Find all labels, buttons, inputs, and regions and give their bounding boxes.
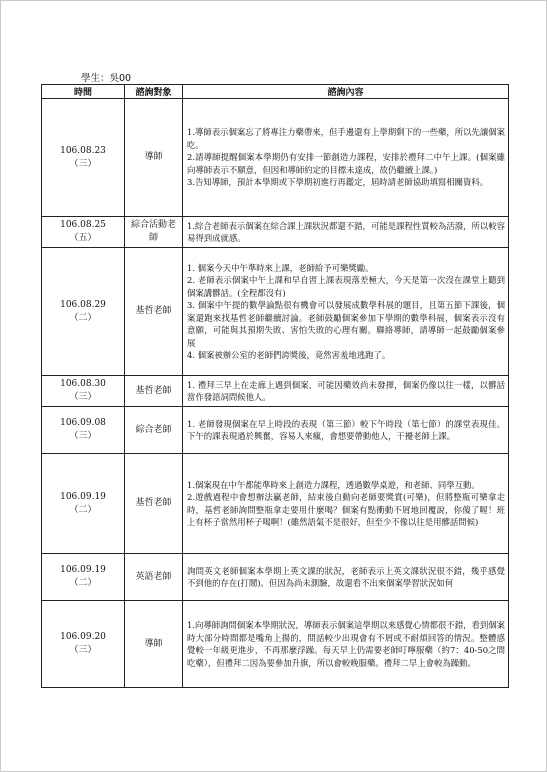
content-item: 1.綜合老師表示個案在綜合課上課狀況都還不錯，可能是課程性質較為活潑，所以較容易得到成就感。 xyxy=(187,220,505,243)
table-row xyxy=(42,217,509,248)
content-item: 1. 個案今天中午準時來上課，老師給予可樂獎勵。 xyxy=(187,262,374,273)
header-target: 諮詢對象 xyxy=(125,85,183,99)
date-text: 106.09.20 xyxy=(60,632,106,642)
table-header-row xyxy=(42,85,509,99)
weekday-text: （二） xyxy=(69,312,97,323)
table-row xyxy=(42,248,509,376)
date-cell xyxy=(42,99,125,217)
table-row xyxy=(42,99,509,217)
content-item: 1. 禮拜三早上在走廊上遇到個案，可能因藥效尚未發揮，個案仍像以往一樣，以髒話當作發語詞問候他人。 xyxy=(187,379,505,402)
target-cell: 導師 xyxy=(125,601,183,688)
date-cell xyxy=(42,376,125,407)
content-item: 1.向導師詢問個案本學期狀況，導師表示個案這學期以來感覺心情都很不錯，看到個案時大部分時間都是嘴角上揚的，問話較少出現會有不屑或不耐煩回答的情況。整體感覺較一年級更進步，不再那麼浮躁。每天早上仍需要老師叮嚀服藥（約7：40-50之間吃藥），但禮拜二因為要參加升旗，所以會較晚服藥。禮拜二早上會較為躁動。 xyxy=(187,620,505,668)
target-cell: 綜合老師 xyxy=(125,407,183,454)
weekday-text: （二） xyxy=(69,504,97,515)
content-item: 1. 老師發現個案在早上時段的表現（第三節）較下午時段（第七節）的課堂表現佳。下午的課表現過於興奮，容易人來瘋，會想要帶動他人，干擾老師上課。 xyxy=(187,418,505,441)
date-cell xyxy=(42,454,125,554)
content-cell xyxy=(183,554,509,601)
weekday-text: （三） xyxy=(69,645,97,655)
table-row xyxy=(42,601,509,688)
date-cell xyxy=(42,601,125,688)
weekday-text: （三） xyxy=(69,431,97,441)
target-cell: 基哲老師 xyxy=(125,248,183,376)
content-item: 3. 個案中午提的數學論點很有機會可以發展成數學科展的題目，且第五節下課後，個案還跑來找基哲老師繼續討論。老師鼓勵個案參加下學期的數學科展，個案表示沒有意願，可能與其預期失敗、害怕失敗的心理有關。聯絡導師，請導師一起鼓勵個案參展 xyxy=(187,300,505,348)
date-text: 106.08.29 xyxy=(60,299,106,310)
table-row xyxy=(42,376,509,407)
target-cell: 綜合活動老師 xyxy=(125,217,183,248)
weekday-text: （二） xyxy=(69,578,97,588)
date-text: 106.09.19 xyxy=(60,565,106,575)
student-label: 學生：吳00 xyxy=(81,73,132,84)
weekday-text: （五） xyxy=(69,233,97,243)
header-time: 時間 xyxy=(42,85,125,99)
target-cell: 基哲老師 xyxy=(125,376,183,407)
content-cell xyxy=(183,217,509,248)
target-cell: 英語老師 xyxy=(125,554,183,601)
content-item: 1.個案現在中午都能準時來上創造力課程，透過數學桌遊，和老師、同學互動。 xyxy=(187,479,480,490)
content-cell xyxy=(183,407,509,454)
table-row xyxy=(42,407,509,454)
table-row xyxy=(42,554,509,601)
header-content: 諮詢內容 xyxy=(183,85,509,99)
content-item: 2.請導師提醒個案本學期仍有安排一節創造力課程，安排於禮拜二中午上課。(個案雖向導師表示不願意，但因和導師約定的目標未達成，故仍繼續上課。) xyxy=(187,152,505,175)
date-text: 106.08.30 xyxy=(60,379,106,389)
content-cell xyxy=(183,99,509,217)
content-item: 3.告知導師，預計本學期或下學期初進行再鑑定，屆時請老師協助填寫相關資料。 xyxy=(187,177,489,188)
content-item: 1.導師表示個案忘了將專注力藥帶來，但手邊還有上學期剩下的一些藥，所以先讓個案吃。 xyxy=(187,127,505,150)
consultation-table xyxy=(41,84,509,688)
date-cell xyxy=(42,217,125,248)
target-cell: 基哲老師 xyxy=(125,454,183,554)
target-cell: 導師 xyxy=(125,99,183,217)
date-text: 106.09.08 xyxy=(60,418,106,428)
content-item: 4. 個案被辦公室的老師們誇獎後，竟然害羞地逃跑了。 xyxy=(187,350,391,360)
content-cell xyxy=(183,454,509,554)
weekday-text: （三） xyxy=(69,392,97,402)
date-text: 106.09.19 xyxy=(60,491,106,502)
date-cell xyxy=(42,248,125,376)
content-cell xyxy=(183,248,509,376)
date-cell xyxy=(42,407,125,454)
content-cell xyxy=(183,601,509,688)
table-row xyxy=(42,454,509,554)
content-item: 2.遊戲過程中會想辦法贏老師，結束後自動向老師要獎賞(可樂)，但將整瓶可樂拿走時，基哲老師詢問整瓶拿走要用什麼喝？個案有點衝動不屑地回覆說，你傻了喔！班上有杯子當然用杯子喝啊！(雖然語氣不是很好，但至少不像以往是用髒話問候) xyxy=(187,492,505,527)
content-item: 詢問英文老師個案本學期上英文課的狀況，老師表示上英文課狀況很不錯，幾乎感覺不到他的存在(打鬧)。但因為尚未測驗，故還看不出來個案學習狀況如何 xyxy=(187,565,505,588)
date-text: 106.08.25 xyxy=(60,220,106,230)
content-cell xyxy=(183,376,509,407)
date-text: 106.08.23 xyxy=(60,145,106,156)
date-cell xyxy=(42,554,125,601)
weekday-text: （三） xyxy=(69,158,97,169)
content-item: 2. 老師表示個案中午上課和早自習上課表現落差極大，今天是第一次沒在課堂上聽到個案講髒話。(全程都沒有) xyxy=(187,275,505,298)
